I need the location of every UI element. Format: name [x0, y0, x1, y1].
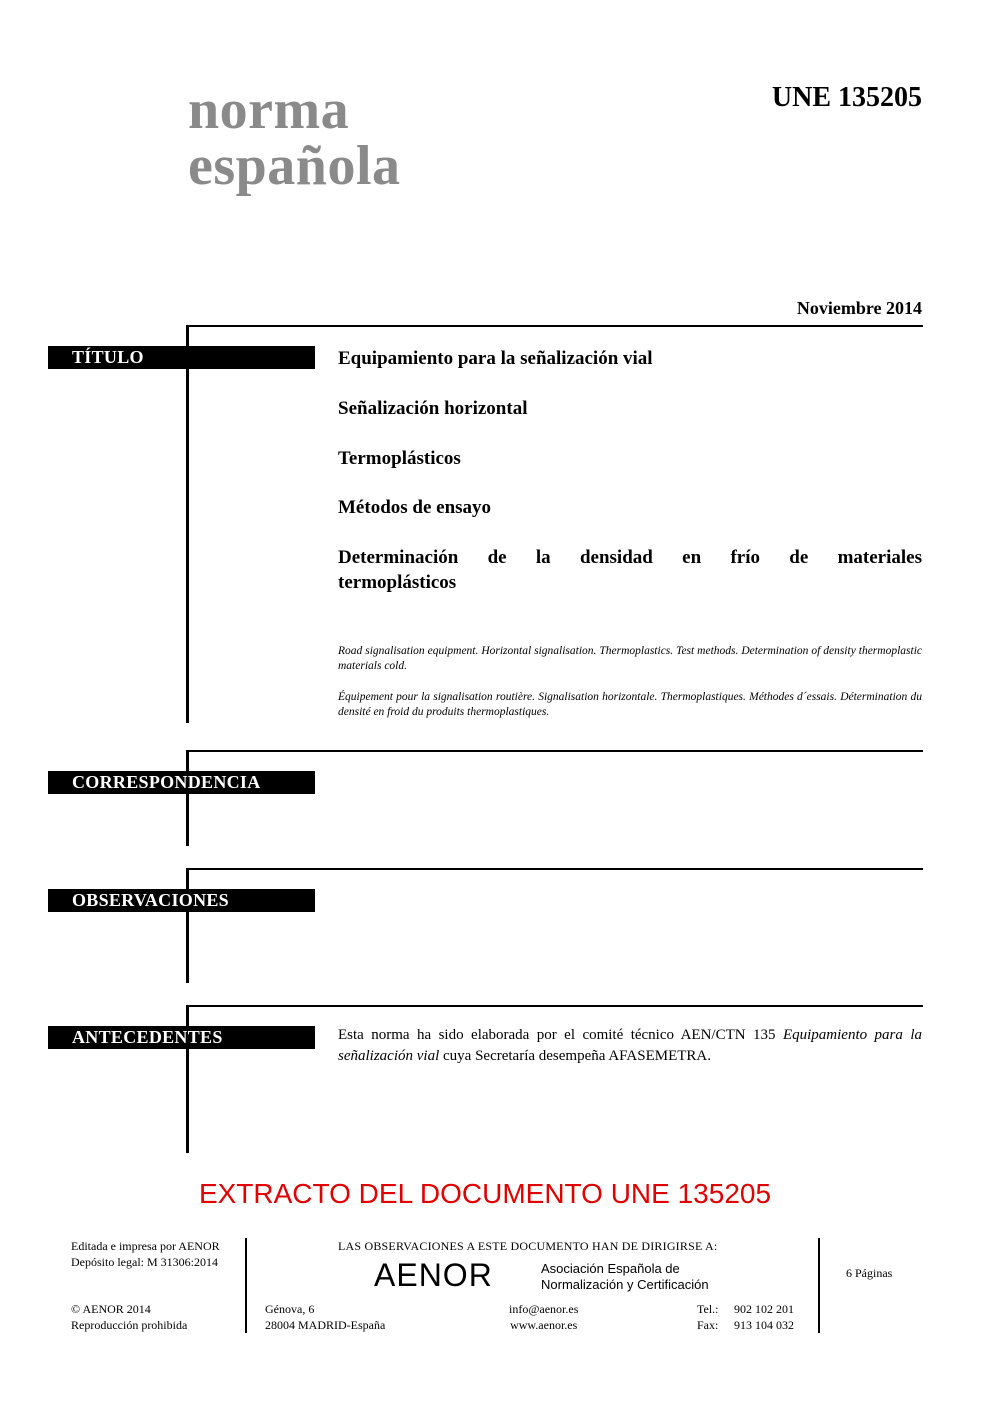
committee-name: Equipamiento para la señalización vial: [338, 1027, 922, 1064]
standard-number: UNE 135205: [771, 82, 922, 113]
footer-observations-note: LAS OBSERVACIONES A ESTE DOCUMENTO HAN DE DIRIGIRSE A:: [338, 1239, 718, 1253]
english-title: Road signalisation equipment. Horizontal signalisation. Thermoplastics. Test methods. Determination of density thermoplastic materials cold.: [338, 645, 922, 672]
section-divider-observaciones: [188, 868, 923, 870]
footer-fax-label: Fax:: [697, 1318, 719, 1332]
footer-copyright-block: [71, 1301, 187, 1333]
title-line-1: Equipamiento para la señalización vial: [338, 348, 653, 369]
section-bracket-correspondencia: [186, 750, 189, 846]
footer-reproduction: Reproducción prohibida: [71, 1318, 188, 1332]
footer-copyright: © AENOR 2014: [71, 1302, 151, 1316]
title-line-5a: Determinación de la densidad en frío de materiales: [338, 547, 922, 568]
extract-banner: EXTRACTO DEL DOCUMENTO UNE 135205: [198, 1178, 772, 1209]
french-title: Équipement pour la signalisation routière. Signalisation horizontale. Thermoplastiques. Méthodes d´essais. Détermination du densité en froid du produits thermoplastiques.: [338, 691, 922, 718]
footer-address-line-1: Génova, 6: [265, 1302, 315, 1316]
antecedentes-text-start: Esta norma ha sido elaborada por el comité técnico AEN/CTN 135: [338, 1027, 783, 1043]
aenor-org-line-1: Asociación Española de: [541, 1261, 680, 1276]
section-divider-titulo: [188, 325, 923, 327]
antecedentes-text: [338, 1025, 922, 1067]
footer-publisher: [71, 1238, 220, 1270]
section-divider-antecedentes: [188, 1005, 923, 1007]
section-label-observaciones: OBSERVACIONES: [48, 889, 315, 912]
footer-address-line-2: 28004 MADRID-España: [265, 1318, 386, 1332]
footer-address: [265, 1301, 385, 1333]
aenor-organization: [541, 1261, 709, 1293]
section-bracket-observaciones: [186, 868, 189, 983]
footer-edited-by: Editada e impresa por AENOR: [71, 1239, 220, 1253]
footer-email[interactable]: info@aenor.es: [509, 1302, 579, 1316]
title-line-3: Termoplásticos: [338, 448, 461, 469]
aenor-org-line-2: Normalización y Certificación: [541, 1277, 709, 1292]
brand-title: [188, 79, 401, 197]
section-label-titulo: TÍTULO: [48, 346, 315, 369]
footer-legal-deposit: Depósito legal: M 31306:2014: [71, 1255, 218, 1269]
brand-line-2: española: [188, 135, 401, 197]
aenor-logo: AENOR: [374, 1257, 493, 1293]
footer-separator-left: [245, 1238, 247, 1333]
title-line-2: Señalización horizontal: [338, 398, 528, 419]
footer-contact-web: [509, 1301, 578, 1333]
brand-line-1: norma: [188, 79, 350, 141]
publication-date: Noviembre 2014: [796, 298, 922, 318]
antecedentes-text-end: cuya Secretaría desempeña AFASEMETRA.: [439, 1048, 711, 1064]
section-bracket-titulo: [186, 325, 189, 723]
title-line-5b: termoplásticos: [338, 572, 457, 593]
footer-phone-values: [734, 1301, 794, 1333]
footer-tel-value: 902 102 201: [734, 1302, 794, 1316]
footer-fax-value: 913 104 032: [734, 1318, 794, 1332]
title-line-4: Métodos de ensayo: [338, 497, 492, 518]
footer-separator-right: [818, 1238, 820, 1333]
section-label-correspondencia: CORRESPONDENCIA: [48, 771, 315, 794]
footer-page-count: 6 Páginas: [846, 1266, 893, 1280]
section-label-antecedentes: ANTECEDENTES: [48, 1026, 315, 1049]
footer-tel-label: Tel.:: [697, 1302, 719, 1316]
footer-website[interactable]: www.aenor.es: [510, 1318, 578, 1332]
footer-phone-labels: [697, 1301, 719, 1333]
section-divider-correspondencia: [188, 750, 923, 752]
